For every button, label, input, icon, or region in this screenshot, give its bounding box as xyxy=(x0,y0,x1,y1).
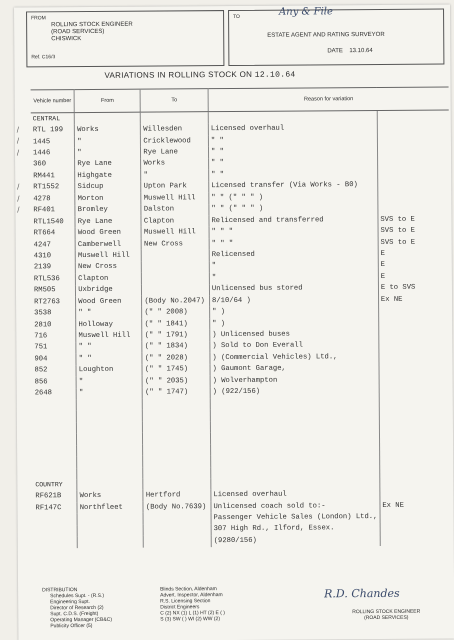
from-location: New Cross xyxy=(76,261,142,273)
distribution-middle xyxy=(160,586,225,622)
title-text: VARIATIONS IN ROLLING STOCK ON xyxy=(104,69,253,80)
remark xyxy=(380,511,452,523)
from-location xyxy=(77,536,143,548)
reason: (9280/156) xyxy=(211,534,380,547)
to-label: TO xyxy=(233,13,240,20)
to-location: (" " 1791) xyxy=(142,329,210,341)
vehicle-number: 751 xyxy=(32,342,76,354)
remark xyxy=(378,191,450,203)
to-location: (" " 1745) xyxy=(142,364,210,376)
reason: " ) xyxy=(210,317,379,330)
reason: " " (" " " ) xyxy=(209,202,378,215)
remark xyxy=(377,156,449,168)
vehicle-number: 3538 xyxy=(32,308,76,320)
reason: Relicensed and transferred xyxy=(209,214,378,227)
vehicle-number: 4310 xyxy=(32,250,76,262)
remark: Ex NE xyxy=(380,295,403,304)
remark: Ex NE xyxy=(382,501,404,510)
remark xyxy=(379,362,451,374)
remark: SVS to E xyxy=(380,226,415,236)
to-location: Clapton xyxy=(141,215,209,227)
from-location: " xyxy=(75,136,141,148)
reason: Unlicensed bus stored xyxy=(209,283,378,296)
reason: Relicensed xyxy=(209,248,378,261)
distribution-entry: S (3) SW ( ) WI (2) WW (2) xyxy=(160,616,221,623)
from-location: Wood Green xyxy=(76,296,142,308)
from-line-2: (ROAD SERVICES) xyxy=(51,28,105,36)
remark xyxy=(378,202,450,214)
from-location: Bromley xyxy=(75,204,141,216)
vehicle-number: RF621B xyxy=(33,491,77,503)
from-location: " xyxy=(75,147,141,159)
remark xyxy=(377,122,449,134)
remark xyxy=(380,488,452,500)
remark xyxy=(378,305,450,317)
vehicle-number: RTL1540 xyxy=(31,216,75,228)
to-location xyxy=(142,249,210,261)
from-location: " " xyxy=(76,353,142,365)
to-location: Willesden xyxy=(141,124,209,136)
to-location: " xyxy=(141,169,209,181)
reason: ) Sold to Don Everall xyxy=(210,340,379,353)
remark: SVS to E xyxy=(380,215,415,224)
central-section xyxy=(31,110,451,399)
to-location: (" " 2035) xyxy=(142,375,210,387)
handwritten-note: Any & File xyxy=(279,6,333,18)
vehicle-number: 856 xyxy=(33,376,77,388)
from-location: Morton xyxy=(75,193,141,205)
to-location: (" " 2008) xyxy=(142,307,210,319)
date-label: DATE xyxy=(327,48,343,55)
distribution-entry: Publicity Officer (5) xyxy=(50,622,93,630)
remark xyxy=(379,339,451,351)
distribution-entry: Supt. C.D.S. (Freight) xyxy=(50,610,99,618)
remark: E xyxy=(380,249,385,258)
remark xyxy=(377,133,449,145)
to-location: (" " 1747) xyxy=(143,387,211,399)
signatory-title xyxy=(352,609,420,621)
variations-table xyxy=(31,86,452,548)
from-location: " xyxy=(76,387,142,399)
table-spacer xyxy=(33,396,452,479)
remark xyxy=(377,145,449,157)
remark: E xyxy=(380,272,386,281)
reference: Ref. C16/3 xyxy=(31,54,56,61)
to-location xyxy=(142,284,210,296)
from-location: Clapton xyxy=(76,273,142,285)
reason: ) (Commercial Vehicles) Ltd., xyxy=(210,351,379,364)
to-location: (Body No.2047) xyxy=(142,295,210,307)
reason: " " xyxy=(209,168,378,181)
title-date: 12.10.64 xyxy=(254,70,296,80)
from-line-1: ROLLING STOCK ENGINEER xyxy=(51,21,133,29)
to-location: Cricklewood xyxy=(141,135,209,147)
vehicle-number: RM441 xyxy=(31,170,75,182)
remark: SVS to E xyxy=(380,238,416,247)
from-location: Uxbridge xyxy=(76,284,142,296)
distribution-entry: Engineering Supt. xyxy=(50,599,90,606)
vehicle-number: RF147C xyxy=(33,502,77,514)
from-location: Works xyxy=(75,124,141,136)
to-location xyxy=(142,272,210,284)
from-location: Wood Green xyxy=(75,227,141,239)
reason: Licensed transfer (Via Works - B0) xyxy=(209,180,378,193)
page-title xyxy=(104,70,295,81)
reason: ) Unlicensed buses xyxy=(210,328,379,341)
vehicle-number: 4247 xyxy=(32,239,76,251)
vehicle-number: 904 xyxy=(32,353,76,365)
from-location: Muswell Hill xyxy=(75,250,141,262)
reason: Licensed overhaul xyxy=(208,122,377,135)
col-reason: Reason for variation xyxy=(208,87,449,112)
vehicle-number: RM505 xyxy=(32,285,76,297)
vehicle-number: 852 xyxy=(33,365,77,377)
from-location: Highgate xyxy=(75,170,141,182)
col-vehicle: Vehicle number xyxy=(31,90,75,113)
table-row xyxy=(34,534,452,548)
vehicle-number: RT664 xyxy=(32,227,76,239)
remark xyxy=(380,534,452,546)
section-central: CENTRAL xyxy=(31,113,75,125)
from-box xyxy=(26,10,224,67)
to-location: Rye Lane xyxy=(141,146,209,158)
to-location: Upton Park xyxy=(141,181,209,193)
remark xyxy=(377,168,449,180)
from-location: Works xyxy=(77,490,143,502)
remark xyxy=(379,385,451,397)
reason: " " " xyxy=(209,225,378,238)
reason: " " " xyxy=(209,237,378,250)
distribution-left xyxy=(50,593,112,629)
reason: " ) xyxy=(210,305,379,318)
to-location xyxy=(144,535,212,547)
distribution-entry: Operating Manager (CB&C) xyxy=(50,616,113,624)
from-location: Muswell Hill xyxy=(76,330,142,342)
vehicle-number xyxy=(34,536,78,548)
from-location: Loughton xyxy=(76,364,142,376)
reason: " xyxy=(209,260,378,273)
remark xyxy=(379,351,451,363)
reason: ) Wolverhampton xyxy=(210,374,379,387)
remark xyxy=(379,328,451,340)
reason: Licensed overhaul xyxy=(211,488,380,501)
from-location: Rye Lane xyxy=(75,216,141,228)
section-country: COUNTRY xyxy=(33,479,77,491)
vehicle-number: RF401 xyxy=(31,205,75,217)
from-location: " xyxy=(76,376,142,388)
reason: ) (922/156) xyxy=(210,385,379,398)
to-location: (" " 2028) xyxy=(142,352,210,364)
reason: ) Gaumont Garage, xyxy=(210,363,379,376)
vehicle-number: 2810 xyxy=(32,319,76,331)
to-location: (" " 1841) xyxy=(142,318,210,330)
distribution-entry: Schedules Supt. - (R.S.) xyxy=(50,592,105,600)
vehicle-number: 1445 xyxy=(31,136,75,148)
vehicle-number: 4278 xyxy=(31,193,75,205)
remark xyxy=(379,316,451,328)
to-location: Works xyxy=(141,158,209,170)
to-location xyxy=(144,524,212,536)
from-location xyxy=(77,524,143,536)
country-section xyxy=(33,476,451,548)
distribution-heading: DISTRIBUTION xyxy=(42,587,78,594)
vehicle-number: 2139 xyxy=(32,262,76,274)
from-location: Sidcup xyxy=(75,181,141,193)
to-location xyxy=(143,512,211,524)
distribution-entry: Director of Research (2) xyxy=(50,604,104,612)
distribution-entry: Blinds Section, Aldenham xyxy=(160,586,217,593)
vehicle-number: 2648 xyxy=(33,388,77,400)
vehicle-number: 1446 xyxy=(31,147,75,159)
memo-sheet xyxy=(14,4,454,640)
to-location: Muswell Hill xyxy=(141,192,209,204)
vehicle-number: RTL 199 xyxy=(31,125,75,137)
col-to: To xyxy=(140,89,208,112)
remark: E xyxy=(380,261,386,270)
remark xyxy=(378,179,450,191)
reason: " xyxy=(209,271,378,284)
from-location: Northfleet xyxy=(77,502,143,514)
remark: E to SVS xyxy=(380,284,416,293)
from-line-3: CHISWICK xyxy=(51,36,82,43)
date-value: 13.10.64 xyxy=(349,48,373,55)
to-line: ESTATE AGENT AND RATING SURVEYOR xyxy=(267,31,385,39)
vehicle-number: RT1552 xyxy=(31,182,75,194)
vehicle-number: 360 xyxy=(31,159,75,171)
to-location: New Cross xyxy=(142,238,210,250)
signatory-line-2: (ROAD SERVICES) xyxy=(364,614,409,622)
remark xyxy=(380,522,452,534)
reason: " " (" " " ) xyxy=(209,191,378,204)
reason: " " xyxy=(208,134,377,147)
col-from: From xyxy=(74,89,140,112)
vehicle-number xyxy=(34,525,78,537)
remark xyxy=(379,374,451,386)
from-location xyxy=(77,513,143,525)
to-location: Hertford xyxy=(143,490,211,502)
reason: " " xyxy=(209,157,378,170)
vehicle-number xyxy=(34,513,78,525)
signature: R.D. Chandes xyxy=(324,586,400,601)
reason: 8/10/64 ) xyxy=(209,294,378,307)
to-box xyxy=(228,6,444,67)
distribution-entry: District Engineers xyxy=(160,604,200,611)
distribution-entry: Advert. Inspector, Aldenham xyxy=(160,592,223,599)
distribution xyxy=(42,584,454,630)
vehicle-number: RTL536 xyxy=(32,273,76,285)
from-label: FROM xyxy=(31,15,46,22)
from-location: " " xyxy=(76,341,142,353)
reason: Passenger Vehicle Sales (London) Ltd., xyxy=(211,511,380,524)
to-location xyxy=(142,261,210,273)
reason: Unlicensed coach sold to:- xyxy=(211,500,380,513)
from-location: Rye Lane xyxy=(75,158,141,170)
to-location: Dalston xyxy=(141,204,209,216)
distribution-entry: R.S. Licensing Section xyxy=(160,598,211,605)
from-location: Camberwell xyxy=(75,238,141,250)
vehicle-number: RT2763 xyxy=(32,296,76,308)
from-location: " " xyxy=(76,307,142,319)
from-location: Holloway xyxy=(76,319,142,331)
to-location: (" " 1834) xyxy=(142,341,210,353)
signatory-line-1: ROLLING STOCK ENGINEER xyxy=(352,608,421,616)
reason: 307 High Rd., Ilford, Essex. xyxy=(211,523,380,536)
vehicle-number: 716 xyxy=(32,330,76,342)
to-location: (Body No.7639) xyxy=(143,501,211,513)
distribution-entry: C (2) NX (1) L (1) HT (2) E ( ) xyxy=(160,610,225,617)
to-location: Muswell Hill xyxy=(141,227,209,239)
reason: " " xyxy=(208,145,377,158)
